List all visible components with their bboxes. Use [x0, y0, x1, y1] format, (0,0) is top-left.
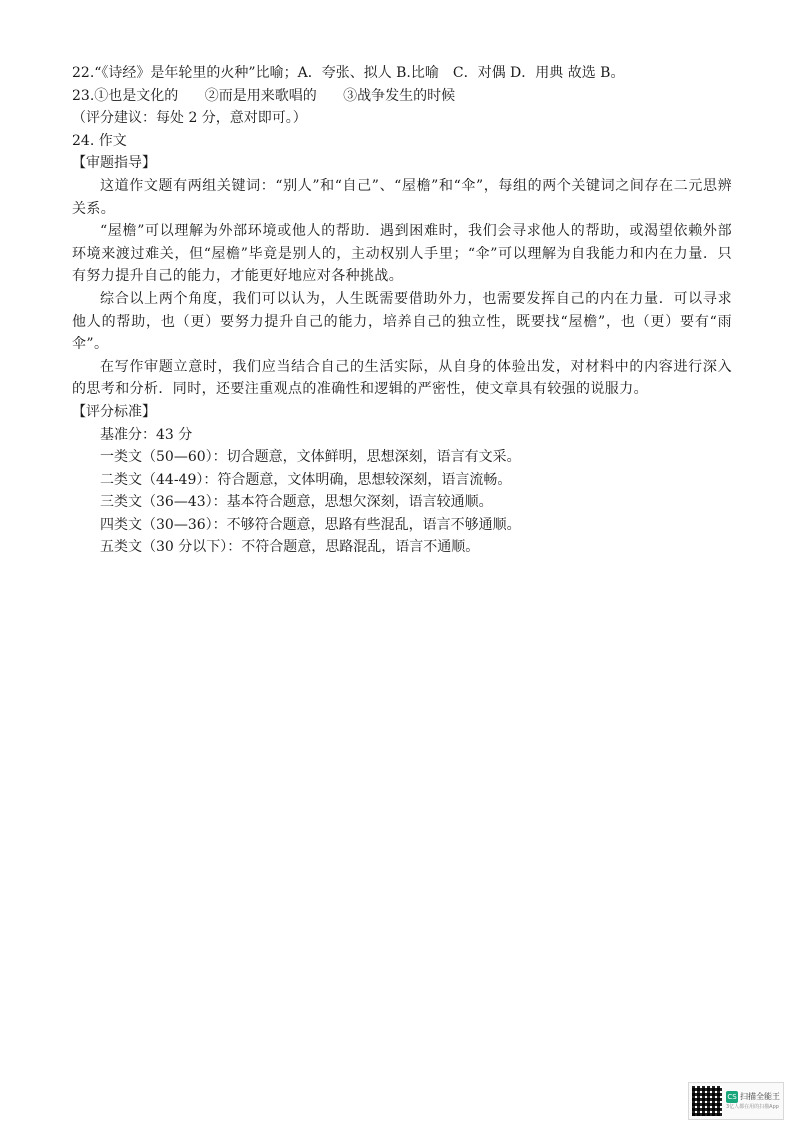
guide-paragraph: “屋檐”可以理解为外部环境或他人的帮助．遇到困难时，我们会寻求他人的帮助，或渴望依赖外部环境来渡过难关，但“屋檐”毕竟是别人的，主动权别人手里；“伞”可以理解为自我能力和内在力量．只有努力提升自己的能力，才能更好地应对各种挑战。 — [72, 223, 732, 285]
scanner-tagline: 3亿人都在用的扫描App — [726, 1104, 779, 1111]
criteria-item: 一类文（50—60）：切合题意，文体鲜明，思想深刻，语言有文采。 — [100, 449, 521, 466]
scanner-name: 扫描全能王 — [740, 1091, 780, 1101]
guide-paragraph: 综合以上两个角度，我们可以认为，人生既需要借助外力，也需要发挥自己的内在力量．可以寻求他人的帮助，也（更）要努力提升自己的能力，培养自己的独立性，既要找“屋檐”，也（更）要有“雨伞”。 — [72, 290, 732, 353]
criteria-item: 四类文（30—36）：不够符合题意，思路有些混乱，语言不够通顺。 — [100, 516, 521, 533]
question-23-answer — [72, 85, 732, 108]
guide-title: 【审题指导】 — [72, 155, 156, 172]
base-score: 基准分：43 分 — [100, 426, 193, 443]
question-24-title: 24. 作文 — [72, 132, 127, 149]
cs-logo-icon: CS — [726, 1091, 738, 1103]
criteria-item: 二类文（44-49）：符合题意，文体明确，思想较深刻，语言流畅。 — [100, 471, 512, 488]
q23-answer-2: ②而是用来歌唱的 — [204, 87, 317, 104]
guide-paragraph: 这道作文题有两组关键词：“别人”和“自己”、“屋檐”和“伞”，每组的两个关键词之间存在二元思辨关系。 — [72, 177, 732, 217]
criteria-item: 五类文（30 分以下）：不符合题意，思路混乱，语言不通顺。 — [100, 539, 480, 556]
answer-document — [72, 62, 732, 559]
question-23-scoring-note: （评分建议：每处 2 分，意对即可。） — [72, 110, 307, 127]
qr-code-icon — [692, 1086, 722, 1116]
scanner-watermark — [688, 1082, 784, 1120]
criteria-item: 三类文（36—43）：基本符合题意，思想欠深刻，语言较通顺。 — [100, 494, 493, 511]
scanner-brand — [726, 1091, 780, 1112]
q23-answer-3: ③战争发生的时候 — [343, 87, 456, 104]
guide-paragraph: 在写作审题立意时，我们应当结合自己的生活实际，从自身的体验出发，对材料中的内容进行深入的思考和分析．同时，还要注重观点的准确性和逻辑的严密性，使文章具有较强的说服力。 — [72, 358, 732, 398]
standard-title: 【评分标准】 — [72, 403, 156, 420]
q23-answer-1: 23.①也是文化的 — [72, 87, 179, 104]
question-22-answer: 22.“《诗经》是年轮里的火种”比喻；A．夸张、拟人 B.比喻 C．对偶 D．用典 故选 B。 — [72, 65, 625, 81]
